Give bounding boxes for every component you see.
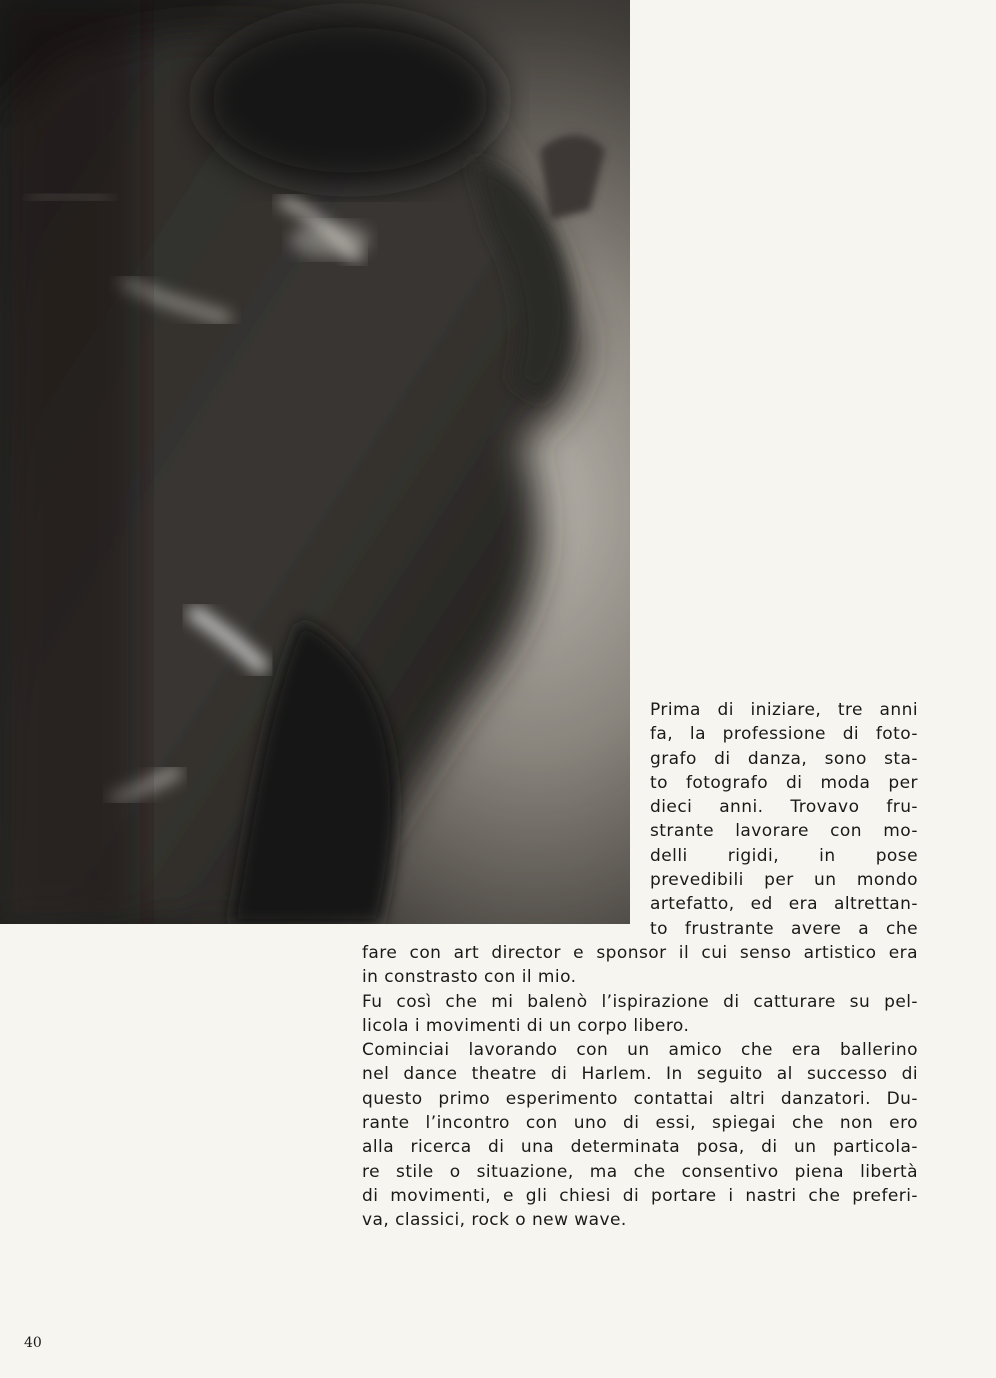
dancer-photo-illustration [0, 0, 630, 924]
text-line: to frustrante avere a che [650, 918, 918, 939]
text-line: licola i movimenti di un corpo libero. [362, 1015, 690, 1036]
page-number: 40 [24, 1335, 42, 1351]
article-text-full-column [362, 941, 918, 1233]
text-line: alla ricerca di una determinata posa, di un particola- [362, 1137, 918, 1158]
text-line: fa, la professione di foto- [650, 724, 918, 745]
text-line: fare con art director e sponsor il cui senso artistico era [362, 943, 918, 963]
text-line: rante l’incontro con uno di essi, spiegai che non ero [362, 1113, 918, 1134]
article-text-right-column [650, 698, 918, 941]
text-line: Prima di iniziare, tre anni [650, 700, 918, 720]
text-line: to fotografo di moda per [650, 772, 918, 793]
text-line: nel dance theatre di Harlem. In seguito al successo di [362, 1064, 918, 1085]
text-line: grafo di danza, sono sta- [650, 748, 918, 769]
text-line: Fu così che mi balenò l’ispirazione di catturare su pel- [362, 991, 918, 1012]
text-line: re stile o situazione, ma che consentivo piena libertà [362, 1161, 918, 1182]
text-line: delli rigidi, in pose [650, 845, 918, 866]
text-line: strante lavorare con mo- [650, 821, 918, 842]
text-line: dieci anni. Trovavo fru- [650, 797, 918, 818]
text-line: Cominciai lavorando con un amico che era ballerino [362, 1040, 918, 1061]
text-line: artefatto, ed era altrettan- [650, 894, 918, 915]
text-line: questo primo esperimento contattai altri danzatori. Du- [362, 1088, 918, 1109]
text-line: prevedibili per un mondo [650, 870, 918, 891]
dancer-photo [0, 0, 630, 924]
text-line: di movimenti, e gli chiesi di portare i nastri che preferi- [362, 1185, 918, 1206]
text-line: in constrasto con il mio. [362, 967, 577, 988]
text-line: va, classici, rock o new wave. [362, 1210, 627, 1231]
